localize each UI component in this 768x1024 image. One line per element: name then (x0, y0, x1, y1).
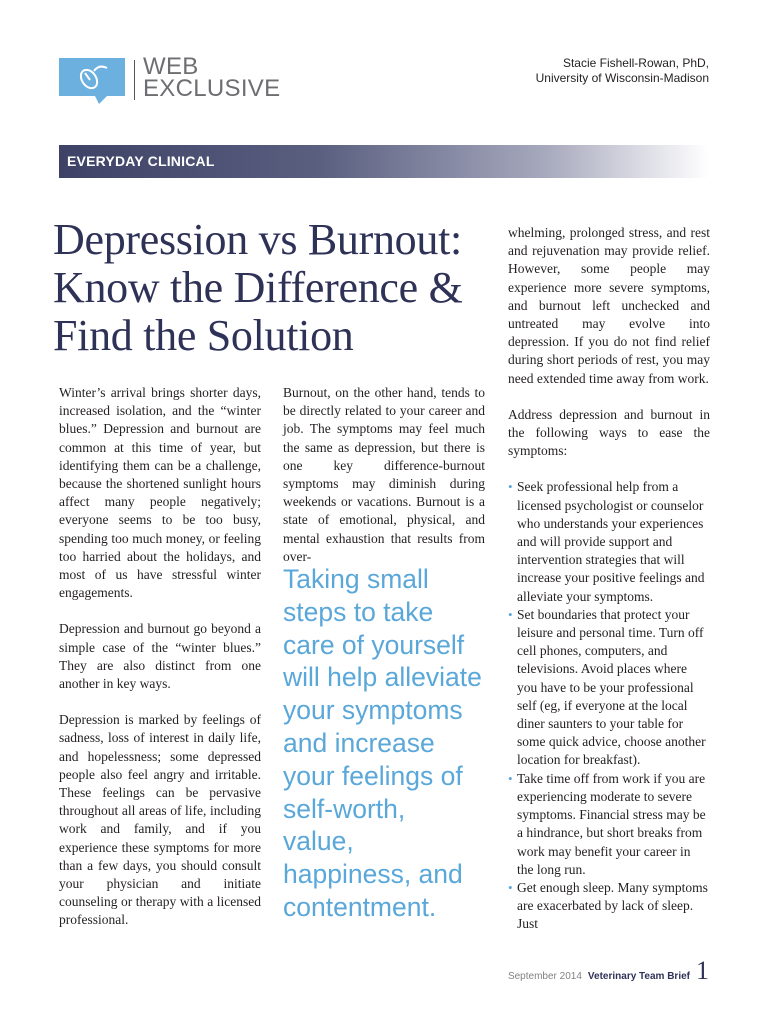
bullet-icon: • (508, 606, 513, 622)
bullet-icon: • (508, 879, 513, 895)
article-title (53, 216, 503, 360)
paragraph: Address depression and burnout in the following ways to ease the symptoms: (508, 406, 710, 459)
paragraph: Depression is marked by feelings of sadness, loss of interest in daily life, and hopelessness; some depressed people also feel angry and irritable. These feelings can be pervasive throughout all areas of life, including work and family, and if you experience these symptoms for more than a few days, you should consult your physician and initiate counseling or therapy with a licensed professional. (59, 712, 261, 928)
list-item-text: Take time off from work if you are experiencing moderate to severe symptoms. Financial stress may be a hindrance, but short breaks from work may benefit your career in the long run. (517, 770, 706, 877)
pull-quote: Taking small steps to take care of yourself will help alleviate your symptoms and increase your feelings of self-worth, value, happiness, and contentment. (283, 564, 482, 922)
author-affiliation: University of Wisconsin-Madison (535, 71, 709, 85)
list-item-text: Set boundaries that protect your leisure and personal time. Turn off cell phones, computers, and televisions. Avoid places where you have to be your professional self (eg, if everyone at the local diner saunters to your table for some quick advice, choose another location for breakfast). (517, 606, 706, 768)
list-item (508, 606, 710, 770)
title-line-2: Know the Difference & (53, 263, 463, 312)
title-line-1: Depression vs Burnout: (53, 215, 462, 264)
issue-date: September 2014 (507, 971, 582, 982)
bullet-icon: • (508, 479, 513, 495)
publication-name: Veterinary Team Brief (587, 971, 690, 982)
logo-divider (134, 60, 135, 100)
section-banner (59, 145, 709, 178)
page-footer (508, 958, 709, 984)
author-byline (536, 56, 709, 86)
paragraph: Burnout, on the other hand, tends to be directly related to your career and job. The symptoms may feel much the same as depression, but there is one key difference-burnout symptoms may diminish during weekends or vacations. Burnout is a state of emotional, physical, and mental exhaustion that results from over- (283, 385, 485, 564)
logo-text (143, 53, 281, 102)
logo-line-exclusive: EXCLUSIVE (143, 75, 281, 102)
paragraph: Winter’s arrival brings shorter days, increased isolation, and the “winter blues.” Depression and burnout are common at this time of year, but identifying them can be a challenge, because the shortened sunlight hours affect many people negatively; everyone seems to be too busy, spending too much money, or feeling too harried about the holidays, and most of us have stressful winter engagements. (59, 385, 261, 601)
logo-line-web: WEB (143, 53, 199, 80)
author-name: Stacie Fishell-Rowan, PhD, (562, 56, 709, 70)
list-item-text: Seek professional help from a licensed psychologist or counselor who understands your experiences and will provide support and intervention strategies that will increase your positive feelings and alleviate your symptoms. (517, 479, 705, 604)
body-column-1 (59, 384, 261, 930)
web-exclusive-logo-icon (59, 58, 125, 104)
list-item (508, 770, 710, 879)
list-item (508, 879, 710, 934)
paragraph: Depression and burnout go beyond a simple case of the “winter blues.” They are also distinct from one another in key ways. (59, 621, 261, 692)
paragraph: whelming, prolonged stress, and rest and rejuvenation may provide relief. However, some people may experience more severe symptoms, and burnout left unchecked and untreated may evolve into depression. If you do not find relief during short periods of rest, you may need extended time away from work. (508, 225, 710, 386)
section-label: EVERYDAY CLINICAL (67, 153, 215, 169)
list-item (508, 478, 710, 605)
tips-list (508, 478, 710, 933)
bullet-icon: • (508, 770, 513, 786)
body-column-2 (283, 384, 485, 566)
page-number: 1 (696, 956, 709, 985)
list-item-text: Get enough sleep. Many symptoms are exacerbated by lack of sleep. Just (517, 879, 708, 932)
body-column-3 (508, 224, 710, 934)
title-line-3: Find the Solution (53, 311, 354, 360)
